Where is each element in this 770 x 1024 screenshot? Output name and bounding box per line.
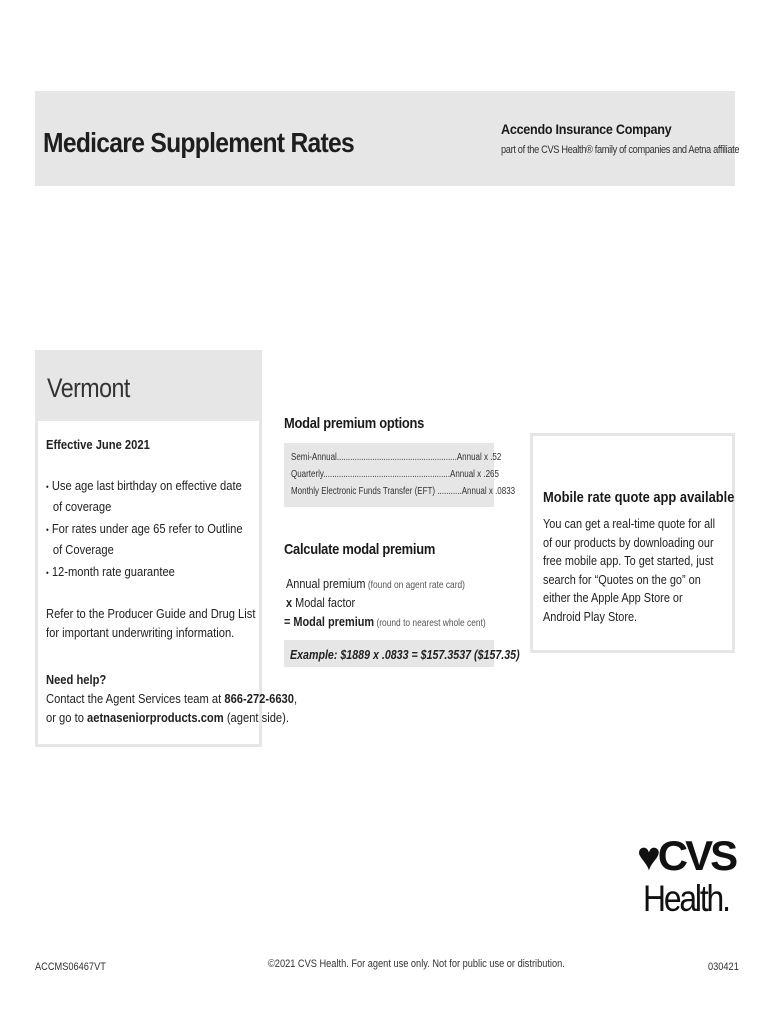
calc-note: (found on agent rate card) <box>365 580 465 591</box>
calc-note: (round to nearest whole cent) <box>374 618 486 629</box>
bullet-item <box>46 562 175 583</box>
bullet-text: Use age last birthday on effective date <box>51 478 242 493</box>
page-title: Medicare Supplement Rates <box>43 127 355 158</box>
modal-options-title: Modal premium options <box>284 415 425 432</box>
modal-row-leader: ........... <box>435 486 462 497</box>
bullet-icon: • <box>46 482 49 492</box>
underwriting-line: for important underwriting information. <box>46 625 235 640</box>
heart-icon: ♥ <box>637 835 658 879</box>
bullet-icon: • <box>46 525 49 535</box>
effective-date: Effective June 2021 <box>46 437 150 452</box>
calc-line-annual <box>286 576 465 591</box>
modal-row-value: Annual x .0833 <box>461 486 516 497</box>
modal-row-leader: ...................................................... <box>336 452 457 463</box>
footer-date: 030421 <box>708 961 739 973</box>
calc-operator: = <box>284 614 291 629</box>
calc-term: Modal premium <box>290 614 375 629</box>
state-bar <box>38 353 259 421</box>
cvs-health-logo <box>637 832 737 920</box>
logo-bottom-line <box>643 879 729 919</box>
underwriting-note <box>46 604 255 642</box>
bullet-text: For rates under age 65 refer to Outline <box>51 521 243 536</box>
modal-row-value: Annual x .265 <box>450 469 499 480</box>
calc-example: Example: $1889 x .0833 = $157.3537 ($157.35) <box>290 647 520 662</box>
bullet-item <box>46 519 243 559</box>
modal-row <box>291 486 515 497</box>
calc-title: Calculate modal premium <box>284 541 436 558</box>
modal-options-box <box>284 443 516 507</box>
help-text <box>46 689 297 727</box>
modal-row-label: Quarterly <box>291 469 324 480</box>
logo-cvs: CVS <box>657 832 736 879</box>
modal-row <box>291 469 499 480</box>
logo-mark: . <box>722 878 729 919</box>
app-description: You can get a real-time quote for all of our products by downloading our free mobile app. To get started, just search for “Quotes on the go” on either the Apple App Store or Android Play Store. <box>543 516 716 624</box>
state-name: Vermont <box>47 373 130 403</box>
app-title: Mobile rate quote app available <box>543 489 735 506</box>
bullet-icon: • <box>46 568 49 578</box>
modal-row-value: Annual x .52 <box>456 452 502 463</box>
state-info-panel <box>35 350 298 747</box>
affiliate-text: part of the CVS Health® family of companies and Aetna affiliate <box>501 144 740 156</box>
header-band <box>35 91 740 186</box>
help-title: Need help? <box>46 672 107 687</box>
footer-copyright: ©2021 CVS Health. For agent use only. Not for public use or distribution. <box>268 958 565 970</box>
modal-row <box>291 452 501 463</box>
company-name: Accendo Insurance Company <box>501 121 672 137</box>
modal-row-label: Semi-Annual <box>291 452 337 463</box>
calc-term: Annual premium <box>286 576 366 591</box>
underwriting-line: Refer to the Producer Guide and Drug List <box>46 606 256 621</box>
calc-term: Modal factor <box>292 595 356 610</box>
bullet-item <box>46 476 242 516</box>
footer-code: ACCMS06467VT <box>35 961 106 973</box>
bullet-text: 12-month rate guarantee <box>51 564 175 579</box>
help-phone: 866-272-6630 <box>224 691 294 706</box>
calc-line-result <box>284 614 486 629</box>
help-website: aetnaseniorproducts.com <box>87 710 224 725</box>
help-text-part: Contact the Agent Services team at <box>46 691 225 706</box>
bullet-text-cont: of coverage <box>52 499 112 514</box>
help-text-part: , <box>293 691 298 706</box>
example-box <box>284 640 520 667</box>
logo-health: Health <box>643 878 723 919</box>
calc-operator: x <box>286 595 293 610</box>
modal-row-leader: ......................................................... <box>323 469 451 480</box>
bullet-text-cont: of Coverage <box>52 542 114 557</box>
calc-line-factor <box>286 595 355 610</box>
modal-row-label: Monthly Electronic Funds Transfer (EFT) <box>291 486 436 497</box>
help-text-part: or go to <box>46 710 88 725</box>
logo-top-line <box>637 832 736 879</box>
help-text-part: (agent side). <box>223 710 289 725</box>
mobile-app-panel <box>530 433 735 653</box>
